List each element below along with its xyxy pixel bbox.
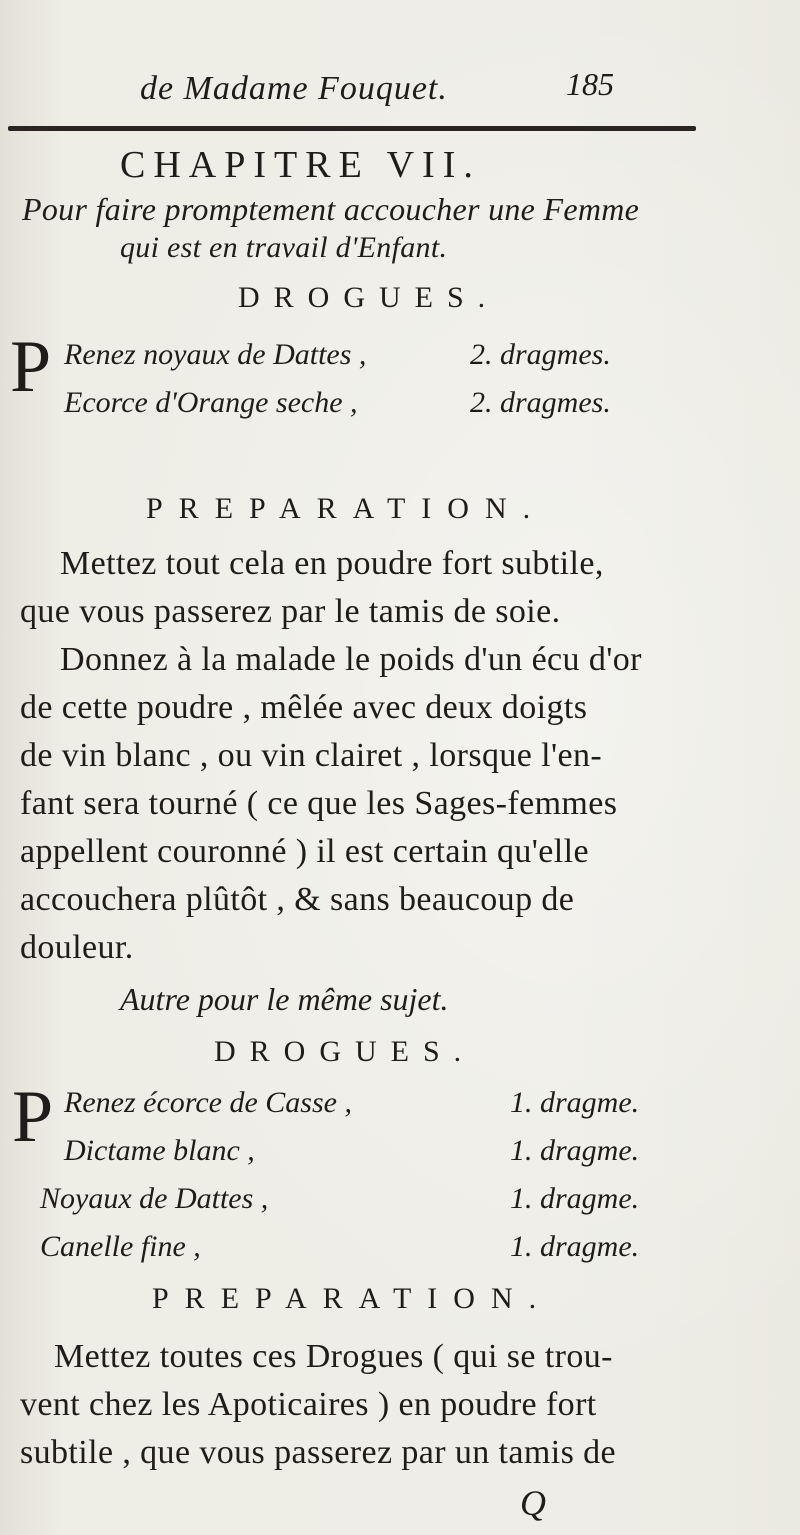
dose-2-3: 1. dragme. [510, 1182, 640, 1215]
ingredient-1-2: Ecorce d'Orange seche , [64, 386, 358, 419]
text-line-1-5: de vin blanc , ou vin clairet , lorsque l'en- [20, 737, 603, 774]
text-line-1-6: fant sera tourné ( ce que les Sages-femmes [20, 785, 618, 822]
preparation-heading-1: PREPARATION. [146, 492, 547, 525]
section-title-line-2: qui est en travail d'Enfant. [120, 231, 448, 264]
page-number: 185 [566, 66, 614, 102]
section-title-line-1: Pour faire promptement accoucher une Femme [22, 191, 640, 227]
recipe-2-subtitle: Autre pour le même sujet. [120, 981, 449, 1017]
drogues-heading-1: DROGUES. [238, 281, 500, 314]
ingredient-2-3: Noyaux de Dattes , [40, 1182, 269, 1215]
dropcap-1: P [10, 326, 52, 408]
dose-2-4: 1. dragme. [510, 1230, 640, 1263]
ingredient-2-2: Dictame blanc , [64, 1134, 255, 1167]
text-line-1-9: douleur. [20, 929, 134, 966]
signature-mark: Q [520, 1483, 546, 1523]
text-line-1-3: Donnez à la malade le poids d'un écu d'or [60, 641, 642, 678]
text-line-1-8: accouchera plûtôt , & sans beaucoup de [20, 881, 575, 918]
ingredient-2-1: Renez écorce de Casse , [64, 1086, 352, 1119]
text-line-1-2: que vous passerez par le tamis de soie. [20, 593, 561, 630]
text-line-1-4: de cette poudre , mêlée avec deux doigts [20, 689, 588, 726]
text-line-2-2: vent chez les Apoticaires ) en poudre fort [20, 1386, 597, 1423]
header-rule [8, 126, 696, 131]
dose-1-2: 2. dragmes. [470, 386, 611, 419]
text-line-1-7: appellent couronné ) il est certain qu'elle [20, 833, 589, 870]
running-title: de Madame Fouquet. [140, 70, 448, 107]
text-line-2-3: subtile , que vous passerez par un tamis de [20, 1434, 616, 1471]
drogues-heading-2: DROGUES. [214, 1035, 476, 1068]
dose-1-1: 2. dragmes. [470, 338, 611, 371]
chapter-title: CHAPITRE VII. [120, 144, 481, 186]
preparation-heading-2: PREPARATION. [152, 1282, 553, 1315]
dose-2-1: 1. dragme. [510, 1086, 640, 1119]
ingredient-2-4: Canelle fine , [40, 1230, 201, 1263]
dropcap-2: P [12, 1076, 54, 1158]
dose-2-2: 1. dragme. [510, 1134, 640, 1167]
text-line-1-1: Mettez tout cela en poudre fort subtile, [60, 545, 604, 582]
text-line-2-1: Mettez toutes ces Drogues ( qui se trou- [54, 1338, 613, 1375]
ingredient-1-1: Renez noyaux de Dattes , [64, 338, 367, 371]
